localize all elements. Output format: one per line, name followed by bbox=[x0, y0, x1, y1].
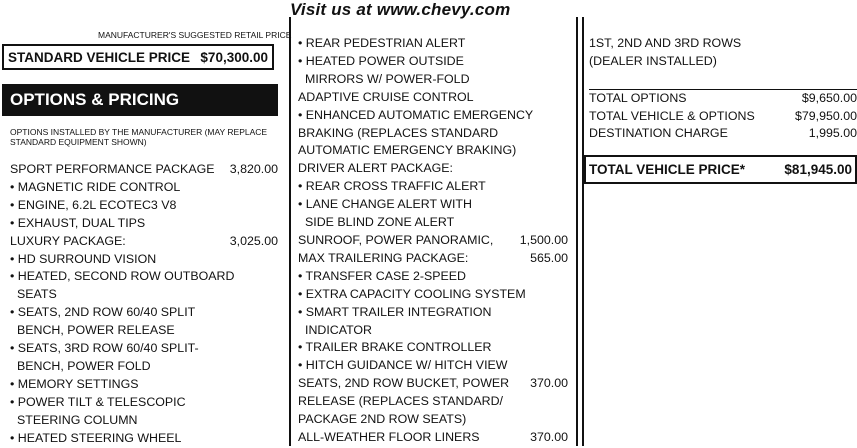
list-item: • HEATED POWER OUTSIDE bbox=[298, 53, 464, 68]
list-item: • SEATS, 3RD ROW 60/40 SPLIT- bbox=[10, 341, 199, 356]
list-item: AUTOMATIC EMERGENCY BRAKING) bbox=[298, 143, 517, 158]
website-url-header: Visit us at www.chevy.com bbox=[290, 0, 511, 19]
list-item: SPORT PERFORMANCE PACKAGE 3,820.00 bbox=[10, 162, 278, 176]
list-item: • TRANSFER CASE 2-SPEED bbox=[298, 268, 466, 283]
list-item: BRAKING (REPLACES STANDARD bbox=[298, 125, 499, 140]
summary-column bbox=[582, 17, 857, 446]
options-pricing-title: OPTIONS & PRICING bbox=[2, 84, 278, 116]
list-item: • MEMORY SETTINGS bbox=[10, 376, 139, 391]
list-item: RELEASE (REPLACES STANDARD/ bbox=[298, 394, 503, 409]
list-item: ALL-WEATHER FLOOR LINERS 370.00 bbox=[298, 429, 568, 444]
list-item: • MAGNETIC RIDE CONTROL bbox=[10, 179, 181, 194]
list-item: BENCH, POWER FOLD bbox=[17, 358, 151, 373]
list-item: BENCH, POWER RELEASE bbox=[17, 323, 175, 338]
list-item: • ENHANCED AUTOMATIC EMERGENCY bbox=[298, 107, 534, 122]
list-item: • HD SURROUND VISION bbox=[10, 251, 157, 266]
list-item: • EXTRA CAPACITY COOLING SYSTEM bbox=[298, 286, 526, 301]
list-item: • EXHAUST, DUAL TIPS bbox=[10, 215, 146, 230]
list-item: • POWER TILT & TELESCOPIC bbox=[10, 394, 186, 409]
list-item: ADAPTIVE CRUISE CONTROL bbox=[298, 89, 474, 104]
list-item: SEATS, 2ND ROW BUCKET, POWER 370.00 bbox=[298, 376, 568, 391]
list-item: SEATS bbox=[17, 287, 57, 302]
list-item: • LANE CHANGE ALERT WITH bbox=[298, 197, 472, 212]
total-price-value: $81,945.00 bbox=[784, 162, 852, 177]
destination-charge-row: DESTINATION CHARGE 1,995.00 bbox=[589, 126, 857, 140]
total-price-label: TOTAL VEHICLE PRICE* bbox=[589, 162, 746, 177]
list-item: (DEALER INSTALLED) bbox=[589, 53, 717, 68]
list-item: INDICATOR bbox=[305, 322, 373, 337]
list-item: STEERING COLUMN bbox=[17, 412, 138, 427]
list-item: • HEATED, SECOND ROW OUTBOARD bbox=[10, 269, 235, 284]
list-item: • REAR CROSS TRAFFIC ALERT bbox=[298, 179, 486, 194]
list-item: PACKAGE 2ND ROW SEATS) bbox=[298, 412, 467, 427]
list-item: MIRRORS W/ POWER-FOLD bbox=[305, 71, 470, 86]
list-item: DRIVER ALERT PACKAGE: bbox=[298, 161, 453, 176]
list-item: SIDE BLIND ZONE ALERT bbox=[305, 215, 455, 230]
list-item: • ENGINE, 6.2L ECOTEC3 V8 bbox=[10, 197, 177, 212]
list-item: • REAR PEDESTRIAN ALERT bbox=[298, 36, 466, 50]
list-item: SUNROOF, POWER PANORAMIC, 1,500.00 bbox=[298, 232, 568, 247]
list-item: • TRAILER BRAKE CONTROLLER bbox=[298, 340, 492, 355]
list-item: • SEATS, 2ND ROW 60/40 SPLIT bbox=[10, 305, 196, 320]
standard-price-value: $70,300.00 bbox=[200, 49, 268, 65]
msrp-label: MANUFACTURER'S SUGGESTED RETAIL PRICE bbox=[98, 30, 292, 40]
standard-vehicle-price-box bbox=[2, 44, 274, 70]
options-note: OPTIONS INSTALLED BY THE MANUFACTURER (MAY REPLACE STANDARD EQUIPMENT SHOWN) bbox=[10, 127, 268, 147]
total-vehicle-price-box bbox=[584, 155, 857, 184]
price-summary bbox=[589, 89, 857, 143]
total-options-row: TOTAL OPTIONS $9,650.00 bbox=[589, 89, 857, 108]
list-item: MAX TRAILERING PACKAGE: 565.00 bbox=[298, 250, 568, 265]
options-list-col2 bbox=[298, 35, 568, 447]
list-item: LUXURY PACKAGE: 3,025.00 bbox=[10, 233, 278, 248]
standard-price-label: STANDARD VEHICLE PRICE bbox=[8, 49, 191, 65]
list-item: • HITCH GUIDANCE W/ HITCH VIEW bbox=[298, 358, 508, 373]
options-list-col3 bbox=[589, 35, 857, 71]
total-vehicle-options-row: TOTAL VEHICLE & OPTIONS $79,950.00 bbox=[589, 108, 857, 123]
options-list-col1 bbox=[10, 161, 278, 448]
list-item: 1ST, 2ND AND 3RD ROWS bbox=[589, 36, 742, 50]
list-item: • HEATED STEERING WHEEL bbox=[10, 430, 182, 445]
list-item: • SMART TRAILER INTEGRATION bbox=[298, 304, 492, 319]
